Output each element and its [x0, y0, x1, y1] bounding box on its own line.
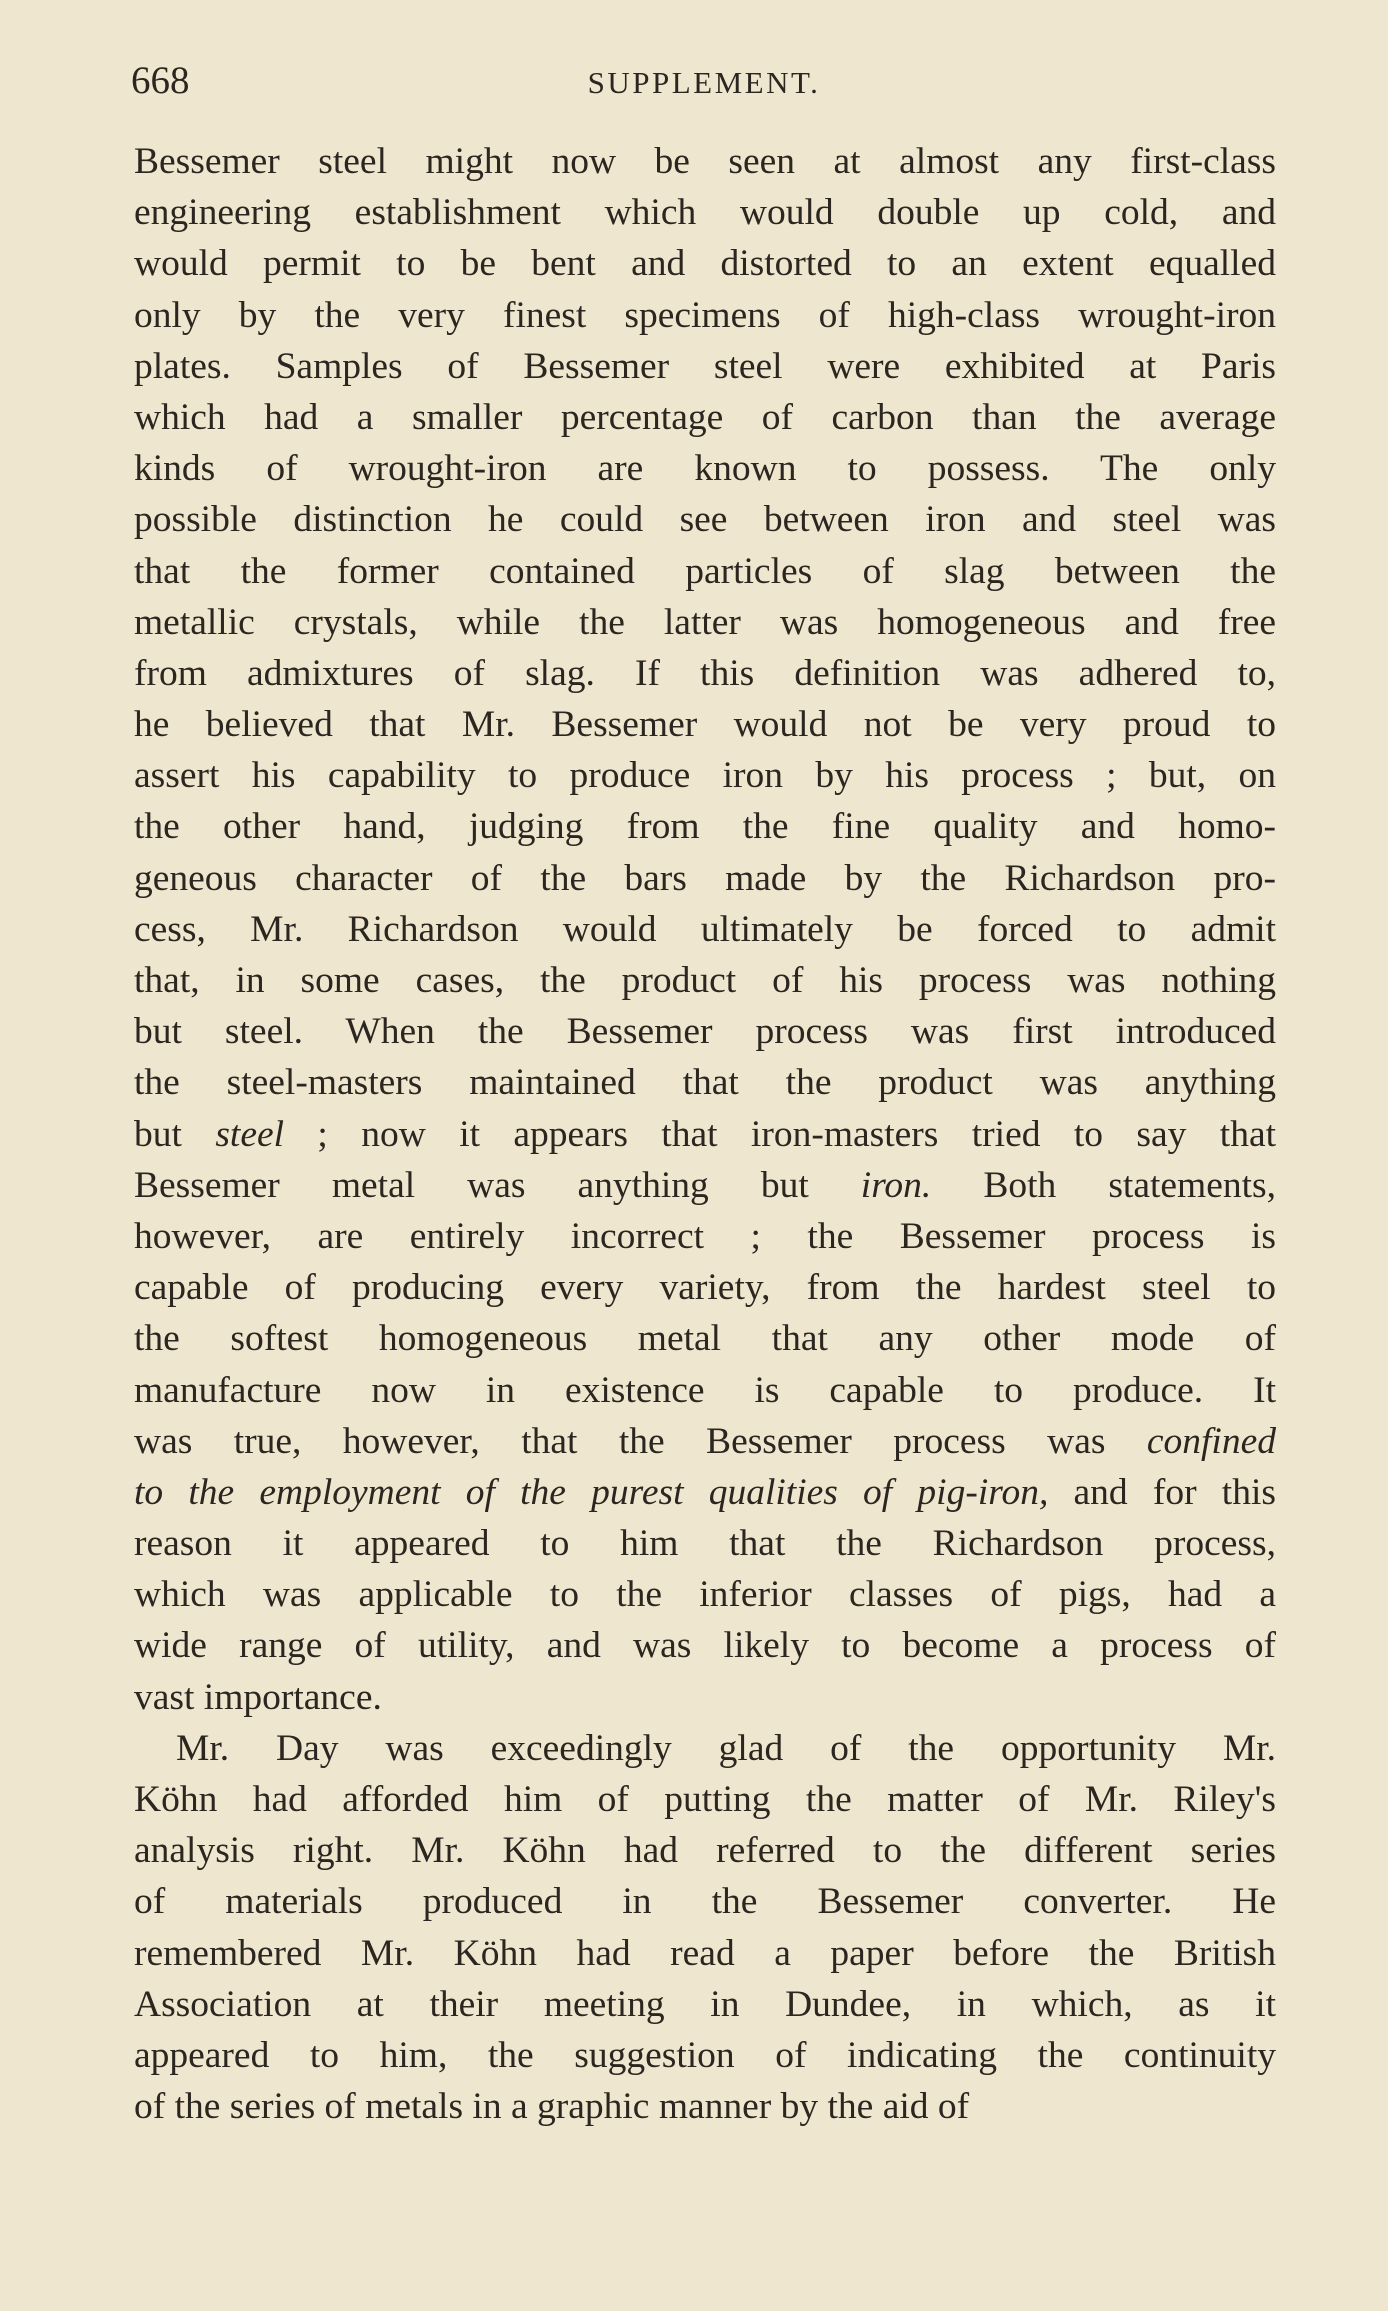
text-segment: only by the very finest specimens of high-class wrought-iron [134, 294, 1276, 336]
text-segment: Bessemer metal was anything but [134, 1164, 861, 1206]
text-line [134, 1160, 1276, 1211]
text-line [134, 1569, 1276, 1620]
text-segment: that, in some cases, the product of his process was nothing [134, 960, 1276, 1001]
text-line [134, 1057, 1276, 1108]
text-segment: Mr. Day was exceedingly glad of the opportunity Mr. [176, 1727, 1276, 1769]
text-line [134, 1109, 1276, 1160]
text-line [134, 2030, 1276, 2081]
text-line [134, 1467, 1276, 1518]
text-segment: the other hand, judging from the fine quality and homo- [134, 806, 1276, 848]
text-segment: wide range of utility, and was likely to become a process of [134, 1625, 1276, 1667]
text-line [134, 187, 1276, 238]
text-segment: the steel-masters maintained that the product was anything [134, 1062, 1276, 1104]
text-segment: kinds of wrought-iron are known to possess. The only [134, 448, 1276, 490]
text-line [134, 443, 1276, 494]
text-segment: remembered Mr. Köhn had read a paper before the British [134, 1932, 1276, 1974]
text-segment: but steel. When the Bessemer process was first introduced [134, 1011, 1276, 1053]
text-line [134, 648, 1276, 699]
text-line [134, 1723, 1276, 1774]
italic-text: iron. [860, 1164, 932, 1206]
text-segment: of the series of metals in a graphic manner by the aid of [134, 2086, 970, 2128]
running-title: SUPPLEMENT. [587, 65, 821, 100]
text-segment: from admixtures of slag. If this definition was adhered to, [134, 652, 1276, 694]
text-line [134, 1313, 1276, 1364]
text-line [134, 494, 1276, 545]
text-line [134, 1518, 1276, 1569]
text-line [134, 392, 1276, 443]
text-line [134, 546, 1276, 597]
page-header [131, 56, 1277, 106]
text-segment: analysis right. Mr. Köhn had referred to the different series [134, 1830, 1276, 1872]
italic-text: confined [1146, 1420, 1276, 1462]
text-segment: plates. Samples of Bessemer steel were exhibited at Paris [134, 345, 1276, 387]
text-segment: cess, Mr. Richardson would ultimately be forced to admit [134, 908, 1276, 950]
page-number: 668 [131, 59, 190, 102]
text-line [134, 955, 1276, 1006]
text-segment: manufacture now in existence is capable to produce. It [134, 1369, 1276, 1411]
text-segment: Both statements, [931, 1164, 1276, 1206]
body-text [134, 136, 1276, 2132]
text-segment: engineering establishment which would double up cold, and [134, 192, 1276, 234]
text-line [134, 750, 1276, 801]
text-segment: Köhn had afforded him of putting the matter of Mr. Riley's [134, 1779, 1276, 1820]
text-line [134, 1211, 1276, 1262]
text-line [134, 136, 1276, 187]
text-line [134, 904, 1276, 955]
text-segment: reason it appeared to him that the Richardson process, [134, 1523, 1276, 1565]
text-segment: possible distinction he could see between iron and steel was [134, 499, 1276, 541]
text-line [134, 341, 1276, 392]
text-segment: however, are entirely incorrect ; the Bessemer process is [134, 1215, 1276, 1257]
text-segment: he believed that Mr. Bessemer would not be very proud to [134, 704, 1276, 746]
text-segment: metallic crystals, while the latter was homogeneous and free [134, 601, 1276, 643]
text-segment: capable of producing every variety, from the hardest steel to [134, 1267, 1276, 1309]
text-segment: Association at their meeting in Dundee, in which, as it [134, 1983, 1276, 2025]
text-line [134, 1620, 1276, 1671]
text-segment: appeared to him, the suggestion of indicating the continuity [134, 2034, 1276, 2076]
text-line [134, 699, 1276, 750]
text-line [134, 853, 1276, 904]
italic-text: steel [215, 1113, 285, 1155]
text-line [134, 1416, 1276, 1467]
paragraph [134, 1723, 1276, 2133]
text-line [134, 2081, 1276, 2132]
paragraph [134, 136, 1276, 1723]
text-segment: geneous character of the bars made by the Richardson pro- [134, 857, 1276, 899]
text-line [134, 1672, 1276, 1723]
text-segment: assert his capability to produce iron by his process ; but, on [134, 755, 1276, 797]
text-line [134, 1774, 1276, 1825]
text-segment: was true, however, that the Bessemer process was [134, 1420, 1147, 1462]
text-segment: ; now it appears that iron-masters tried to say that [284, 1113, 1277, 1155]
italic-text: to the employment of the purest qualities of pig-iron, [134, 1471, 1049, 1513]
text-segment: which had a smaller percentage of carbon than the average [134, 396, 1276, 438]
text-line [134, 1876, 1276, 1927]
text-segment: vast importance. [134, 1676, 382, 1718]
text-line [134, 1825, 1276, 1876]
text-line [134, 1979, 1276, 2030]
text-segment: of materials produced in the Bessemer converter. He [134, 1881, 1276, 1923]
text-segment: but [134, 1113, 216, 1155]
text-line [134, 801, 1276, 852]
text-line [134, 238, 1276, 289]
text-segment: and for this [1048, 1471, 1276, 1513]
text-segment: Bessemer steel might now be seen at almost any first-class [134, 141, 1276, 182]
text-segment: which was applicable to the inferior classes of pigs, had a [134, 1574, 1276, 1616]
text-line [134, 1928, 1276, 1979]
text-segment: that the former contained particles of slag between the [134, 550, 1276, 592]
text-line [134, 1365, 1276, 1416]
text-line [134, 1006, 1276, 1057]
text-segment: would permit to be bent and distorted to an extent equalled [134, 243, 1276, 285]
text-line [134, 290, 1276, 341]
text-segment: the softest homogeneous metal that any other mode of [134, 1318, 1276, 1360]
text-line [134, 597, 1276, 648]
text-line [134, 1262, 1276, 1313]
